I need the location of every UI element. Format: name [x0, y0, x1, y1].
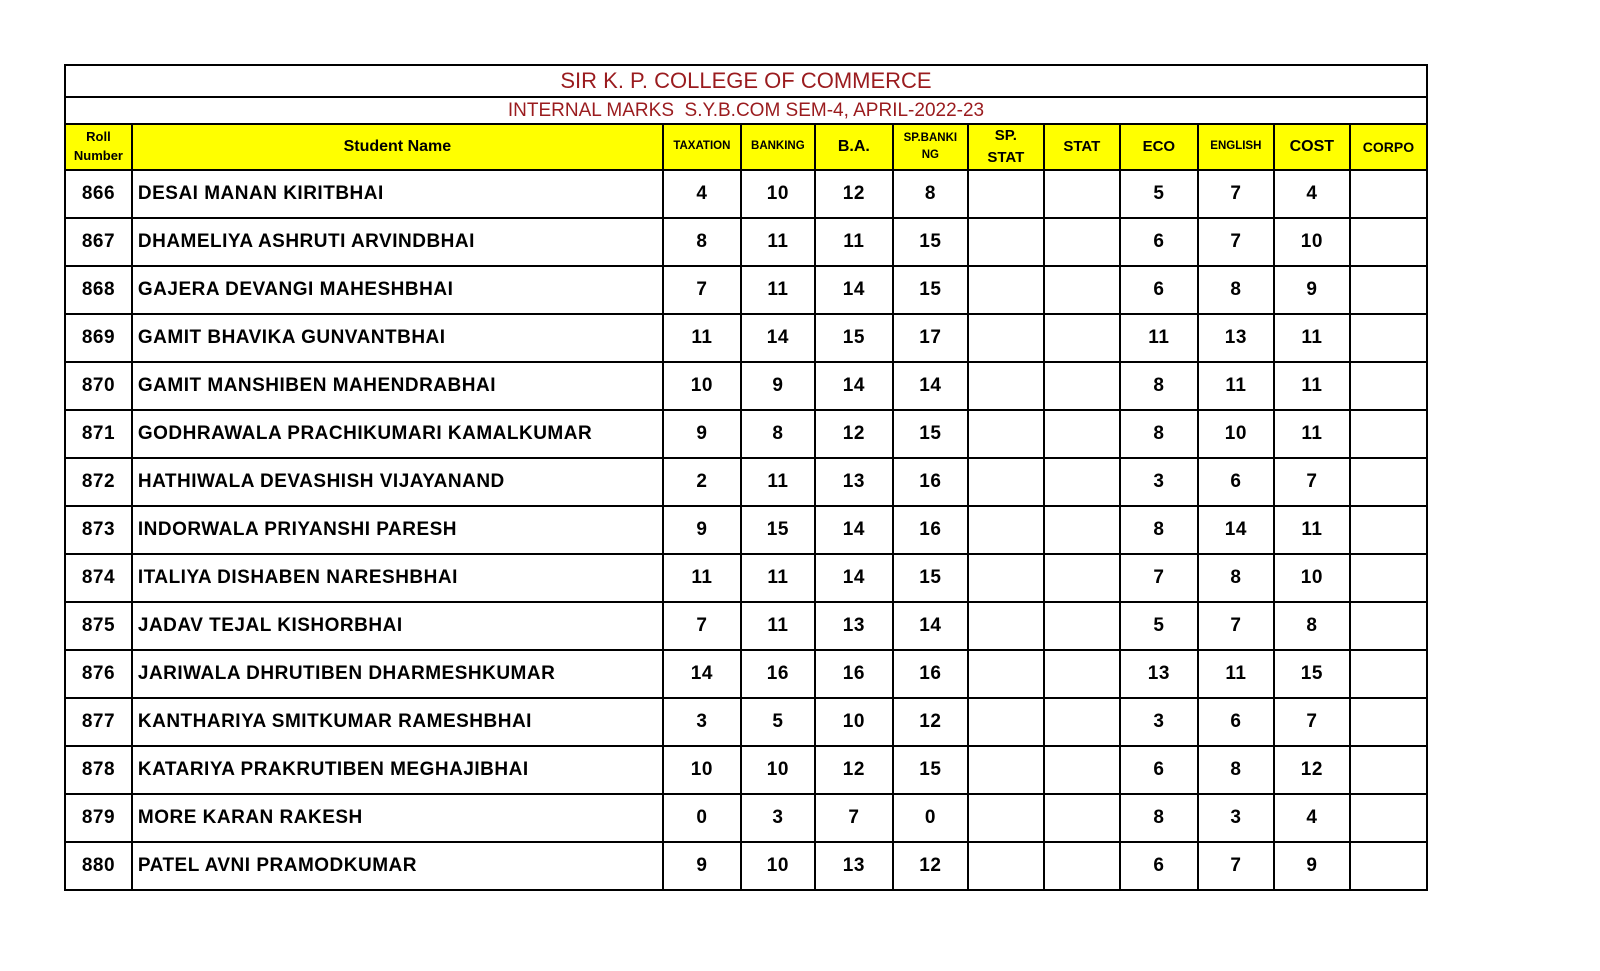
- mark-cell-corpo: [1350, 362, 1427, 410]
- mark-cell-ba: 10: [815, 698, 893, 746]
- mark-cell-cost: 8: [1274, 602, 1350, 650]
- mark-cell-ba: 16: [815, 650, 893, 698]
- mark-cell-sp_banking: 14: [893, 602, 968, 650]
- mark-cell-eco: 11: [1120, 314, 1198, 362]
- mark-cell-corpo: [1350, 314, 1427, 362]
- mark-cell-ba: 14: [815, 362, 893, 410]
- mark-cell-english: 8: [1198, 746, 1274, 794]
- mark-cell-taxation: 3: [663, 698, 741, 746]
- mark-cell-banking: 11: [741, 602, 815, 650]
- roll-number-cell: 873: [65, 506, 132, 554]
- mark-cell-ba: 12: [815, 410, 893, 458]
- mark-cell-stat: [1044, 746, 1120, 794]
- mark-cell-taxation: 8: [663, 218, 741, 266]
- mark-cell-taxation: 2: [663, 458, 741, 506]
- student-row: [65, 602, 1427, 650]
- column-header-roll-line: Roll: [86, 128, 111, 144]
- student-name-cell: ITALIYA DISHABEN NARESHBHAI: [132, 554, 663, 602]
- mark-cell-ba: 13: [815, 842, 893, 890]
- mark-cell-ba: 14: [815, 554, 893, 602]
- column-header-cost: [1274, 124, 1350, 170]
- mark-cell-eco: 3: [1120, 698, 1198, 746]
- mark-cell-english: 10: [1198, 410, 1274, 458]
- mark-cell-banking: 10: [741, 842, 815, 890]
- student-row: [65, 362, 1427, 410]
- mark-cell-english: 8: [1198, 554, 1274, 602]
- mark-cell-stat: [1044, 410, 1120, 458]
- mark-cell-taxation: 0: [663, 794, 741, 842]
- column-header-sp_stat-line: STAT: [987, 148, 1025, 166]
- mark-cell-ba: 14: [815, 506, 893, 554]
- column-header-banking-line: BANKING: [751, 140, 805, 153]
- column-header-eco-line: ECO: [1142, 137, 1176, 155]
- column-header-english: [1198, 124, 1274, 170]
- mark-cell-corpo: [1350, 746, 1427, 794]
- mark-cell-corpo: [1350, 266, 1427, 314]
- mark-cell-eco: 5: [1120, 602, 1198, 650]
- mark-cell-sp_stat: [968, 698, 1044, 746]
- student-name-cell: JADAV TEJAL KISHORBHAI: [132, 602, 663, 650]
- mark-cell-stat: [1044, 458, 1120, 506]
- student-name-cell: GAMIT MANSHIBEN MAHENDRABHAI: [132, 362, 663, 410]
- roll-number-cell: 877: [65, 698, 132, 746]
- mark-cell-taxation: 11: [663, 314, 741, 362]
- mark-cell-cost: 7: [1274, 698, 1350, 746]
- mark-cell-banking: 10: [741, 746, 815, 794]
- student-row: [65, 458, 1427, 506]
- student-name-cell: INDORWALA PRIYANSHI PARESH: [132, 506, 663, 554]
- mark-cell-taxation: 9: [663, 506, 741, 554]
- mark-cell-corpo: [1350, 554, 1427, 602]
- sheet-subtitle: INTERNAL MARKS S.Y.B.COM SEM-4, APRIL-2022-23: [65, 97, 1427, 124]
- student-row: [65, 170, 1427, 218]
- roll-number-cell: 878: [65, 746, 132, 794]
- student-row: [65, 746, 1427, 794]
- mark-cell-sp_stat: [968, 410, 1044, 458]
- mark-cell-sp_banking: 0: [893, 794, 968, 842]
- mark-cell-banking: 11: [741, 218, 815, 266]
- student-name-cell: GAMIT BHAVIKA GUNVANTBHAI: [132, 314, 663, 362]
- mark-cell-stat: [1044, 266, 1120, 314]
- mark-cell-eco: 13: [1120, 650, 1198, 698]
- mark-cell-sp_banking: 15: [893, 554, 968, 602]
- mark-cell-english: 3: [1198, 794, 1274, 842]
- roll-number-cell: 868: [65, 266, 132, 314]
- mark-cell-english: 6: [1198, 698, 1274, 746]
- mark-cell-banking: 15: [741, 506, 815, 554]
- title-row: [65, 65, 1427, 97]
- mark-cell-banking: 8: [741, 410, 815, 458]
- mark-cell-english: 7: [1198, 602, 1274, 650]
- mark-cell-corpo: [1350, 458, 1427, 506]
- mark-cell-cost: 12: [1274, 746, 1350, 794]
- mark-cell-banking: 9: [741, 362, 815, 410]
- mark-cell-eco: 8: [1120, 794, 1198, 842]
- mark-cell-banking: 11: [741, 458, 815, 506]
- column-header-corpo-line: CORPO: [1362, 138, 1415, 155]
- student-name-cell: KANTHARIYA SMITKUMAR RAMESHBHAI: [132, 698, 663, 746]
- mark-cell-taxation: 11: [663, 554, 741, 602]
- mark-cell-cost: 4: [1274, 794, 1350, 842]
- student-row: [65, 554, 1427, 602]
- mark-cell-taxation: 9: [663, 842, 741, 890]
- mark-cell-banking: 5: [741, 698, 815, 746]
- mark-cell-corpo: [1350, 602, 1427, 650]
- mark-cell-sp_stat: [968, 602, 1044, 650]
- mark-cell-ba: 11: [815, 218, 893, 266]
- student-row: [65, 410, 1427, 458]
- mark-cell-cost: 7: [1274, 458, 1350, 506]
- column-header-row: [65, 124, 1427, 170]
- mark-cell-cost: 9: [1274, 266, 1350, 314]
- mark-cell-stat: [1044, 314, 1120, 362]
- column-header-ba: [815, 124, 893, 170]
- student-name-cell: PATEL AVNI PRAMODKUMAR: [132, 842, 663, 890]
- student-name-cell: MORE KARAN RAKESH: [132, 794, 663, 842]
- mark-cell-eco: 6: [1120, 746, 1198, 794]
- mark-cell-sp_banking: 14: [893, 362, 968, 410]
- mark-cell-corpo: [1350, 794, 1427, 842]
- mark-cell-corpo: [1350, 410, 1427, 458]
- column-header-sp_banking-line: SP.BANKI: [903, 132, 958, 145]
- mark-cell-eco: 5: [1120, 170, 1198, 218]
- mark-cell-corpo: [1350, 170, 1427, 218]
- student-name-cell: KATARIYA PRAKRUTIBEN MEGHAJIBHAI: [132, 746, 663, 794]
- column-header-name: [132, 124, 663, 170]
- mark-cell-stat: [1044, 554, 1120, 602]
- mark-cell-sp_stat: [968, 314, 1044, 362]
- mark-cell-eco: 6: [1120, 218, 1198, 266]
- column-header-roll-line: Number: [73, 147, 123, 163]
- mark-cell-taxation: 7: [663, 266, 741, 314]
- mark-cell-stat: [1044, 698, 1120, 746]
- mark-cell-sp_banking: 12: [893, 842, 968, 890]
- column-header-sp_stat-line: SP.: [994, 127, 1017, 144]
- mark-cell-sp_stat: [968, 458, 1044, 506]
- mark-cell-sp_stat: [968, 506, 1044, 554]
- column-header-taxation: [663, 124, 741, 170]
- subtitle-row: [65, 97, 1427, 124]
- mark-cell-cost: 11: [1274, 410, 1350, 458]
- mark-cell-taxation: 4: [663, 170, 741, 218]
- roll-number-cell: 869: [65, 314, 132, 362]
- mark-cell-sp_stat: [968, 746, 1044, 794]
- column-header-sp_stat: [968, 124, 1044, 170]
- mark-cell-cost: 10: [1274, 218, 1350, 266]
- mark-cell-stat: [1044, 602, 1120, 650]
- roll-number-cell: 866: [65, 170, 132, 218]
- column-header-eco: [1120, 124, 1198, 170]
- student-name-cell: DESAI MANAN KIRITBHAI: [132, 170, 663, 218]
- roll-number-cell: 879: [65, 794, 132, 842]
- column-header-corpo: [1350, 124, 1427, 170]
- student-name-cell: GAJERA DEVANGI MAHESHBHAI: [132, 266, 663, 314]
- column-header-stat-line: STAT: [1063, 137, 1101, 155]
- mark-cell-eco: 8: [1120, 410, 1198, 458]
- mark-cell-english: 11: [1198, 650, 1274, 698]
- student-row: [65, 266, 1427, 314]
- roll-number-cell: 875: [65, 602, 132, 650]
- mark-cell-stat: [1044, 362, 1120, 410]
- column-header-name-line: Student Name: [343, 138, 452, 156]
- mark-cell-sp_banking: 16: [893, 506, 968, 554]
- mark-cell-english: 7: [1198, 218, 1274, 266]
- college-name-title: SIR K. P. COLLEGE OF COMMERCE: [65, 65, 1427, 97]
- mark-cell-banking: 14: [741, 314, 815, 362]
- mark-cell-cost: 9: [1274, 842, 1350, 890]
- student-row: [65, 650, 1427, 698]
- roll-number-cell: 871: [65, 410, 132, 458]
- roll-number-cell: 867: [65, 218, 132, 266]
- mark-cell-sp_stat: [968, 170, 1044, 218]
- mark-cell-taxation: 7: [663, 602, 741, 650]
- mark-cell-stat: [1044, 170, 1120, 218]
- mark-cell-english: 8: [1198, 266, 1274, 314]
- mark-cell-sp_banking: 17: [893, 314, 968, 362]
- student-row: [65, 842, 1427, 890]
- mark-cell-sp_stat: [968, 218, 1044, 266]
- roll-number-cell: 876: [65, 650, 132, 698]
- mark-cell-stat: [1044, 794, 1120, 842]
- mark-cell-sp_banking: 15: [893, 218, 968, 266]
- mark-cell-ba: 12: [815, 746, 893, 794]
- column-header-sp_banking: [893, 124, 968, 170]
- mark-cell-corpo: [1350, 698, 1427, 746]
- mark-cell-stat: [1044, 506, 1120, 554]
- mark-cell-corpo: [1350, 506, 1427, 554]
- mark-cell-cost: 11: [1274, 506, 1350, 554]
- student-name-cell: DHAMELIYA ASHRUTI ARVINDBHAI: [132, 218, 663, 266]
- mark-cell-eco: 8: [1120, 362, 1198, 410]
- mark-cell-sp_banking: 15: [893, 410, 968, 458]
- mark-cell-sp_stat: [968, 650, 1044, 698]
- mark-cell-ba: 13: [815, 602, 893, 650]
- mark-cell-english: 14: [1198, 506, 1274, 554]
- mark-cell-eco: 6: [1120, 842, 1198, 890]
- student-name-cell: JARIWALA DHRUTIBEN DHARMESHKUMAR: [132, 650, 663, 698]
- mark-cell-sp_stat: [968, 842, 1044, 890]
- column-header-english-line: ENGLISH: [1210, 140, 1262, 153]
- mark-cell-ba: 15: [815, 314, 893, 362]
- mark-cell-cost: 15: [1274, 650, 1350, 698]
- mark-cell-eco: 6: [1120, 266, 1198, 314]
- mark-cell-sp_stat: [968, 554, 1044, 602]
- mark-cell-taxation: 10: [663, 362, 741, 410]
- mark-cell-taxation: 14: [663, 650, 741, 698]
- mark-cell-sp_banking: 16: [893, 650, 968, 698]
- mark-cell-stat: [1044, 650, 1120, 698]
- mark-cell-taxation: 10: [663, 746, 741, 794]
- mark-cell-sp_banking: 15: [893, 746, 968, 794]
- mark-cell-sp_banking: 15: [893, 266, 968, 314]
- mark-cell-corpo: [1350, 650, 1427, 698]
- mark-cell-eco: 7: [1120, 554, 1198, 602]
- student-name-cell: HATHIWALA DEVASHISH VIJAYANAND: [132, 458, 663, 506]
- roll-number-cell: 880: [65, 842, 132, 890]
- column-header-taxation-line: TAXATION: [673, 140, 731, 153]
- mark-cell-ba: 7: [815, 794, 893, 842]
- roll-number-cell: 872: [65, 458, 132, 506]
- mark-cell-stat: [1044, 218, 1120, 266]
- mark-cell-eco: 3: [1120, 458, 1198, 506]
- mark-cell-sp_banking: 16: [893, 458, 968, 506]
- student-row: [65, 314, 1427, 362]
- mark-cell-ba: 12: [815, 170, 893, 218]
- mark-cell-ba: 13: [815, 458, 893, 506]
- student-row: [65, 794, 1427, 842]
- mark-cell-sp_stat: [968, 266, 1044, 314]
- column-header-stat: [1044, 124, 1120, 170]
- mark-cell-english: 7: [1198, 170, 1274, 218]
- mark-cell-banking: 3: [741, 794, 815, 842]
- mark-cell-cost: 11: [1274, 314, 1350, 362]
- mark-cell-banking: 16: [741, 650, 815, 698]
- mark-cell-banking: 11: [741, 554, 815, 602]
- column-header-cost-line: COST: [1289, 138, 1335, 156]
- student-row: [65, 218, 1427, 266]
- mark-cell-taxation: 9: [663, 410, 741, 458]
- roll-number-cell: 874: [65, 554, 132, 602]
- mark-cell-english: 11: [1198, 362, 1274, 410]
- student-row: [65, 698, 1427, 746]
- mark-cell-banking: 10: [741, 170, 815, 218]
- student-row: [65, 506, 1427, 554]
- column-header-sp_banking-line: NG: [921, 148, 939, 161]
- mark-cell-sp_banking: 8: [893, 170, 968, 218]
- mark-cell-english: 13: [1198, 314, 1274, 362]
- mark-cell-english: 6: [1198, 458, 1274, 506]
- column-header-ba-line: B.A.: [837, 138, 870, 156]
- mark-cell-sp_banking: 12: [893, 698, 968, 746]
- mark-cell-sp_stat: [968, 794, 1044, 842]
- mark-cell-corpo: [1350, 842, 1427, 890]
- column-header-banking: [741, 124, 815, 170]
- mark-cell-banking: 11: [741, 266, 815, 314]
- mark-cell-ba: 14: [815, 266, 893, 314]
- mark-cell-english: 7: [1198, 842, 1274, 890]
- mark-cell-cost: 4: [1274, 170, 1350, 218]
- marks-table: [64, 64, 1428, 891]
- mark-cell-stat: [1044, 842, 1120, 890]
- mark-cell-cost: 11: [1274, 362, 1350, 410]
- mark-cell-eco: 8: [1120, 506, 1198, 554]
- mark-cell-corpo: [1350, 218, 1427, 266]
- column-header-roll: [65, 124, 132, 170]
- marks-sheet: [64, 64, 1428, 891]
- mark-cell-sp_stat: [968, 362, 1044, 410]
- mark-cell-cost: 10: [1274, 554, 1350, 602]
- student-name-cell: GODHRAWALA PRACHIKUMARI KAMALKUMAR: [132, 410, 663, 458]
- roll-number-cell: 870: [65, 362, 132, 410]
